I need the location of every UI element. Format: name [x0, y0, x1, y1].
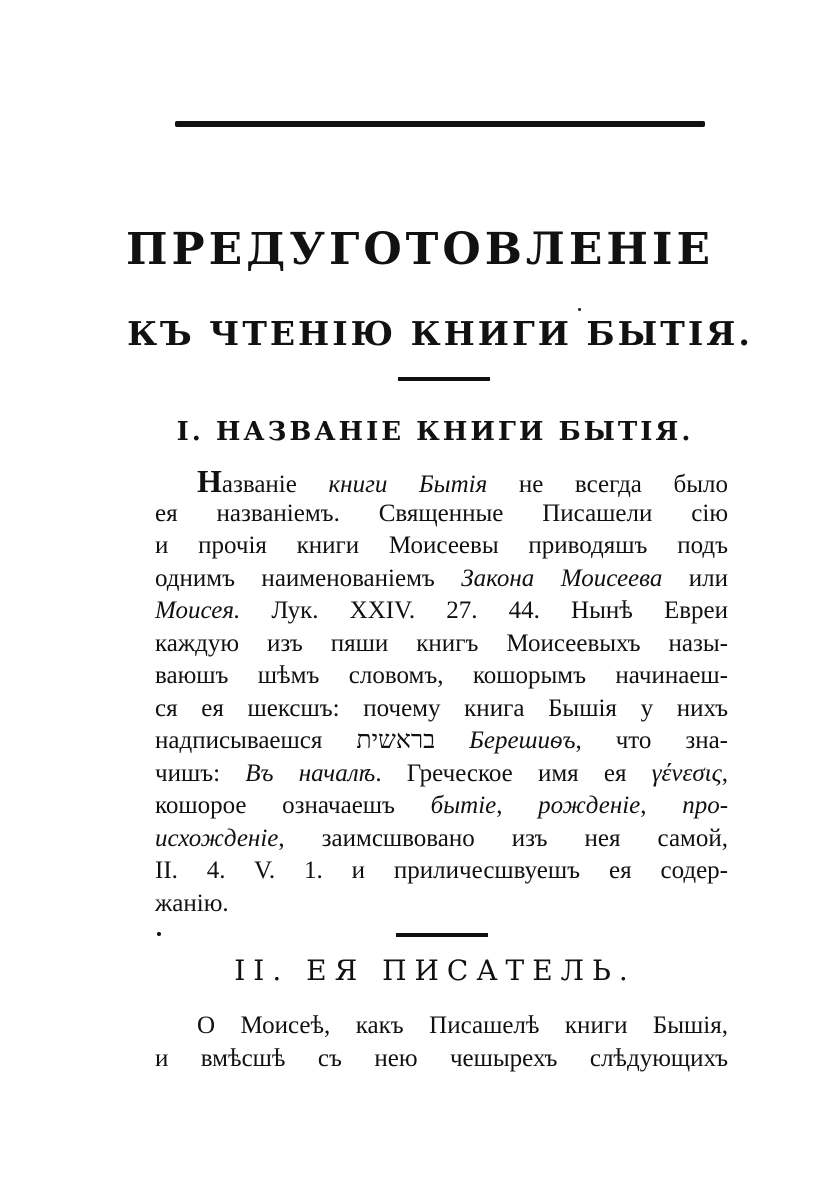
text-segment: или	[662, 564, 729, 592]
text-line	[155, 823, 728, 856]
text-line	[155, 628, 728, 661]
text-segment: книги Бытія	[328, 471, 488, 498]
text-line	[155, 563, 728, 596]
section-divider-rule	[396, 933, 488, 937]
text-segment: Закона Моисеева	[461, 564, 663, 592]
text-segment: γένεσις	[651, 759, 722, 787]
section-2-paragraph	[155, 1010, 728, 1075]
text-segment: ваюшъ шѣмъ словомъ, кошорымъ начинаеш-	[155, 662, 728, 689]
text-line	[155, 595, 728, 628]
text-segment: II. 4. V. 1. и приличесшвуешъ ея содер-	[155, 857, 728, 884]
text-segment: про-	[682, 792, 729, 819]
text-line	[155, 660, 728, 693]
text-segment: и вмѣсшѣ съ нею чешырехъ слѣдующихъ	[155, 1044, 728, 1072]
text-line	[155, 1010, 728, 1043]
text-segment: , что зна-	[575, 727, 729, 754]
page-title: ПРЕДУГОТОВЛЕНІЕ	[125, 224, 715, 275]
text-segment: ,	[496, 792, 539, 819]
text-segment: О Моисеѣ, какъ Писашелѣ книги Бышія,	[197, 1012, 728, 1039]
text-segment: чишъ:	[155, 759, 246, 787]
text-segment: ся ея шексшъ: почему книга Бышія у нихъ	[155, 694, 728, 722]
text-line	[155, 790, 728, 823]
text-segment: . Греческое имя ея	[375, 759, 652, 787]
text-segment: Лук. XXIV. 27. 44. Нынѣ Евреи	[240, 597, 728, 624]
text-segment: кошорое означаешъ	[155, 792, 431, 819]
text-segment: , заимсшвовано изъ нея самой,	[278, 824, 728, 852]
text-line	[155, 693, 728, 726]
text-segment: надписываешся בראשית	[155, 727, 470, 754]
text-segment: ,	[640, 792, 683, 819]
page-subtitle: КЪ ЧТЕНІЮ КНИГИ БЫТІЯ.	[127, 314, 753, 353]
title-divider-rule	[398, 377, 490, 381]
top-decorative-rule	[175, 121, 705, 127]
text-segment: жанію.	[155, 889, 229, 917]
text-line	[155, 888, 728, 921]
text-segment: бытіе	[430, 792, 497, 819]
section-1-heading: I. НАЗВАНІЕ КНИГИ БЫТІЯ.	[176, 417, 694, 447]
print-speck	[157, 932, 161, 936]
text-line	[155, 758, 728, 791]
text-segment: Моисея.	[155, 597, 241, 624]
section-1-paragraph	[155, 465, 728, 920]
text-line	[155, 465, 728, 498]
text-segment: ,	[721, 759, 729, 787]
text-segment: не всегда было	[487, 471, 729, 498]
text-segment: однимъ наименованіемъ	[155, 564, 462, 592]
text-segment: ея названіемъ. Священные Писашели сію	[155, 499, 728, 527]
text-line	[155, 1043, 728, 1076]
text-line	[155, 498, 728, 531]
text-segment: рожденіе	[538, 792, 641, 819]
print-speck	[578, 308, 581, 311]
text-segment: исхожденіе	[155, 824, 279, 852]
text-line	[155, 530, 728, 563]
section-2-heading: II. ЕЯ ПИСАТЕЛЬ.	[234, 954, 636, 987]
text-segment: каждую изъ пяши книгъ Моисеевыхъ назы-	[155, 629, 728, 657]
text-segment: Въ началѣ	[245, 759, 376, 787]
text-segment: азваніе	[221, 471, 329, 498]
text-segment: Берешиѳъ	[469, 727, 576, 754]
text-line	[155, 855, 728, 888]
text-line	[155, 725, 728, 758]
text-segment: и прочія книги Моисеевы приводяшъ подъ	[155, 532, 728, 559]
drop-initial: Н	[197, 463, 222, 499]
